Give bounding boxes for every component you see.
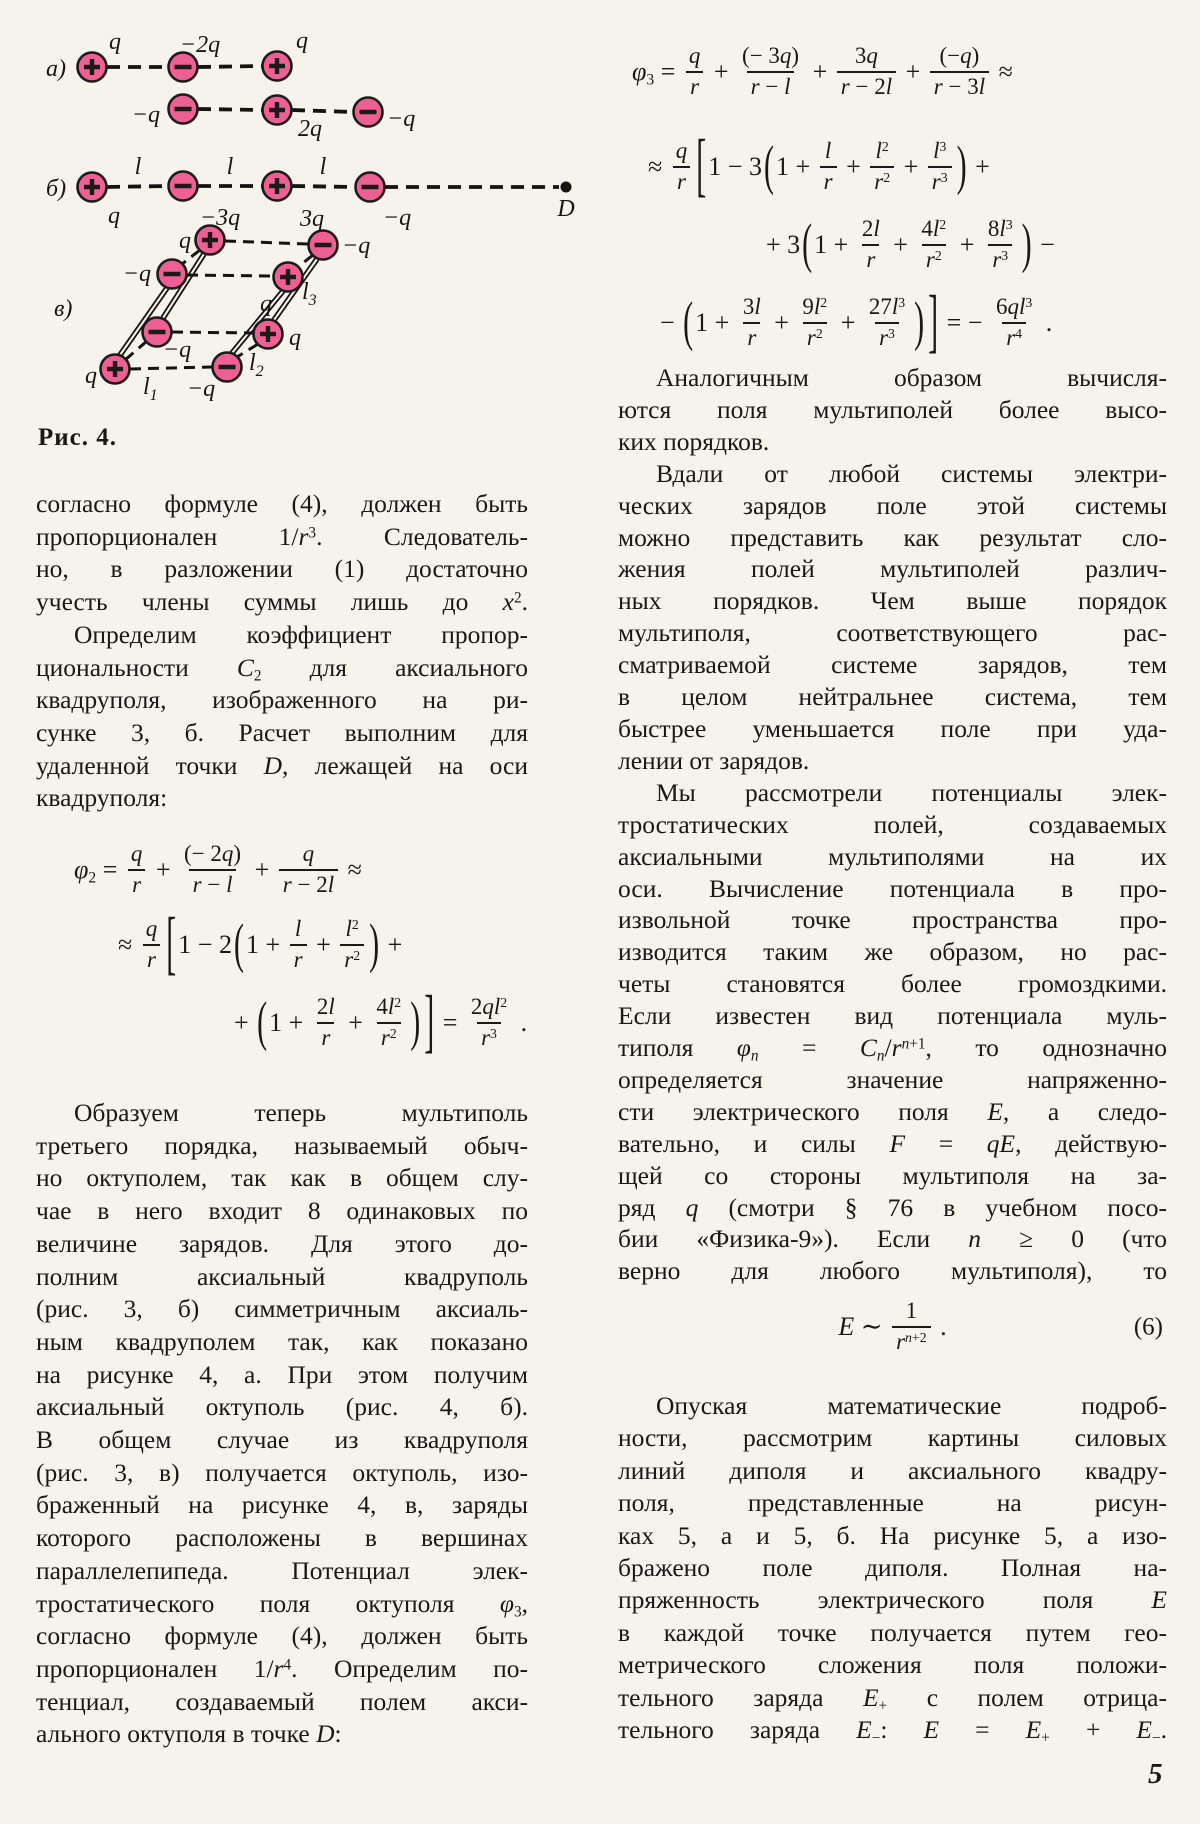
text-line: которого расположены в вершинах <box>36 1523 528 1553</box>
fraction: 1 $r^{n+2}$ <box>892 1299 931 1355</box>
charge-label: q <box>179 228 191 254</box>
text-line: метрического сложения поля положи- <box>618 1650 1167 1680</box>
math-run: + <box>248 855 276 884</box>
charge-label: q <box>85 363 97 389</box>
math-run: 1 + <box>269 1008 310 1037</box>
fraction: $\frac{4l^2}{r^2}$ <box>921 216 947 272</box>
text-line: но, в разложении (1) достаточно <box>36 554 528 584</box>
fraction: $\frac{8l^3}{r^3}$ <box>987 216 1013 272</box>
text-line: чае в него входит 8 одинаковых по <box>36 1196 528 1226</box>
math-run: + <box>886 230 915 259</box>
math-run: 1 − 2 <box>178 930 232 959</box>
math-run: − <box>660 308 682 337</box>
math-run: $\varphi_2$ = <box>74 855 124 887</box>
text-line: тростатических полей, создаваемых <box>618 809 1167 839</box>
math-run: 1 + <box>775 152 817 181</box>
text-line: пряженность электрического поля E <box>618 1585 1167 1615</box>
text-line: быстрее уменьшается поле при уда- <box>618 713 1167 743</box>
text-line: Образуем теперь мультиполь <box>74 1098 528 1127</box>
text-line: согласно формуле (4), должен быть <box>36 489 528 518</box>
text-line: жения полей мультиполей различ- <box>618 554 1167 584</box>
fraction: $\frac{l}{r}$ <box>820 139 837 195</box>
text-line: квадруполя, изображенного на ри- <box>36 685 528 715</box>
charge-label: −q <box>387 106 416 132</box>
right-column <box>618 0 1167 1824</box>
math-run: + <box>767 308 796 337</box>
text-line: ряд q (смотри § 76 в учебном посо- <box>618 1192 1168 1222</box>
math-run: ≈ <box>992 57 1013 86</box>
text-line: изводится таким же образом, но рас- <box>618 937 1167 967</box>
math-run: + <box>381 930 403 959</box>
edge-length-label-l1: $l_1$ <box>143 374 158 404</box>
math-run: ≈ <box>648 152 669 181</box>
fraction: $\frac{l}{r}$ <box>290 917 307 973</box>
text-line: браженный на рисунке 4, в, заряды <box>36 1490 528 1520</box>
text-line: аксиальными мультиполями на их <box>618 841 1167 871</box>
equation-number: (6) <box>1133 1313 1163 1341</box>
text-line: ности, рассмотрим картины силовых <box>618 1423 1167 1453</box>
text-line: согласно формуле (4), должен быть <box>36 1621 528 1651</box>
math-run: 1 + <box>695 308 736 337</box>
text-line: четы становятся более громоздкими. <box>618 969 1167 999</box>
text-line: Аналогичным образом вычисля- <box>656 363 1167 392</box>
formula-phi2-line2: ≈ $\frac{q}{r}$ [ 1 − 2 ( 1 + $\frac{l}{r}$ + $\frac{l^2}{r^2}$ ) + <box>118 905 403 983</box>
fraction: $\frac{9l^2}{r^2}$ <box>802 294 828 350</box>
fraction: $\frac{(- 3q)}{r - l}$ <box>742 43 800 99</box>
text-line: лении от зарядов. <box>618 745 810 775</box>
right-paragraph-1 <box>618 362 1167 1287</box>
charge-label: q <box>108 203 120 229</box>
text-line: аксиальный октуполь (рис. 4, б). <box>36 1392 528 1422</box>
charge-label: q <box>296 28 308 54</box>
text-line: В общем случае из квадруполя <box>36 1425 528 1455</box>
text-line: ального октуполя в точке D: <box>36 1719 342 1749</box>
formula-phi2-line1 <box>74 838 362 902</box>
text-line: ках 5, а и 5, б. На рисунке 5, а изо- <box>618 1520 1167 1550</box>
charge-label: −q <box>162 337 192 363</box>
math-run: 1 − 3 <box>708 152 762 181</box>
formula-phi3-line4: − ( 1 + $\frac{3l}{r}$ + $\frac{9l^2}{r^2}$ + $\frac{27l^3}{r^3}$ ) ] = − $\frac{6ql^3}{r^4}$ . <box>660 283 1053 361</box>
text-line: щей со стороны мультиполя на за- <box>618 1160 1167 1190</box>
edge-length-label-l2: $l_2$ <box>249 350 264 380</box>
fraction: $\frac{27l^3}{r^3}$ <box>868 294 906 350</box>
charge-label: q <box>109 29 121 55</box>
math-run: + <box>897 152 925 181</box>
text-line: (рис. 3, б) симметричным аксиаль- <box>36 1294 528 1324</box>
fraction: $\frac{l^3}{r^3}$ <box>928 139 952 195</box>
math-run: 1 + <box>245 930 287 959</box>
fraction: $\frac{q}{r}$ <box>672 139 692 195</box>
text-line: в каждой точке получается путем гео- <box>618 1617 1167 1647</box>
fraction: $\frac{2ql^2}{r^3}$ <box>470 994 508 1050</box>
right-paragraph-2 <box>618 1390 1167 1746</box>
fraction: $\frac{3q}{r - 2l}$ <box>837 44 896 100</box>
fraction: $\frac{(- 2q)}{r - l}$ <box>184 841 242 897</box>
math-run: = − <box>940 308 989 337</box>
figure-caption: Рис. 4. <box>38 424 118 451</box>
distance-label: l <box>319 154 327 180</box>
fraction: $\frac{l^2}{r^2}$ <box>870 139 894 195</box>
math-run: + <box>149 855 178 884</box>
text-line: (рис. 3, в) получается октуполь, изо- <box>36 1457 528 1487</box>
text-line: тельного заряда $E_-$: $E = E_+ + E_-$. <box>618 1715 1167 1747</box>
text-line: третьего порядка, называемый обыч- <box>36 1130 528 1160</box>
math-run: + <box>899 57 927 86</box>
text-line: сти электрического поля E, а следо- <box>618 1096 1167 1126</box>
text-line: ных порядков. Чем выше порядок <box>618 586 1167 616</box>
text-line: поля, представленные на рисун- <box>618 1488 1167 1518</box>
math-run: + <box>707 57 736 86</box>
text-line: но октуполем, так как в общем слу- <box>36 1163 528 1193</box>
math-run: − <box>1033 230 1055 259</box>
charge-label: −2q <box>179 32 221 58</box>
charge-label: −q <box>186 376 216 402</box>
formula-phi2-line3: + ( 1 + $\frac{2l}{r}$ + $\frac{4l^2}{r^2}$ ) ] = $\frac{2ql^2}{r^3}$ . <box>234 983 528 1061</box>
row-c-marker: в) <box>54 296 73 322</box>
math-run: . <box>933 1312 947 1341</box>
text-line: циональности $C_2$ для аксиального <box>36 652 528 685</box>
math-run: $\varphi_3$ = <box>632 57 682 89</box>
text-line: сматриваемой системе зарядов, тем <box>618 650 1167 680</box>
math-run: + <box>341 1008 370 1037</box>
formula-6 <box>618 1296 1167 1358</box>
math-run: + <box>309 930 338 959</box>
text-line: определяется значение напряженно- <box>618 1064 1167 1094</box>
text-line: ческих зарядов поле этой системы <box>618 490 1167 520</box>
text-line: вательно, и силы F = qE, действую- <box>618 1128 1167 1158</box>
fraction: $\frac{2l}{r}$ <box>861 216 880 272</box>
charge-label: −q <box>382 205 412 231</box>
left-column <box>36 0 528 1824</box>
math-run: ≈ <box>118 930 139 959</box>
fraction: $\frac{4l^2}{r^2}$ <box>376 994 402 1050</box>
math-run: + <box>839 152 868 181</box>
edge-length-label-l3: $l_3$ <box>302 279 317 309</box>
text-line: бражено поле диполя. Полная на- <box>618 1553 1167 1583</box>
distance-label: l <box>226 154 234 180</box>
text-line: полним аксиальный квадруполь <box>36 1261 528 1291</box>
text-line: параллелепипеда. Потенциал элек- <box>36 1555 528 1585</box>
math-run: E ∼ <box>838 1312 890 1341</box>
text-line: тростатического поля октуполя $\varphi_3$, <box>36 1588 528 1621</box>
text-line: извольной точке пространства про- <box>618 905 1167 935</box>
formula-phi3-line2: ≈ $\frac{q}{r}$ [ 1 − 3 ( 1 + $\frac{l}{r}$ + $\frac{l^2}{r^2}$ + $\frac{l^3}{r^3}$ ) + <box>648 127 990 205</box>
charge-label: q <box>260 291 272 317</box>
charge-label: 2q <box>298 116 322 142</box>
charge-label: −q <box>122 261 151 287</box>
text-line: сунке 3, б. Расчет выполним для <box>36 717 528 747</box>
charge-label: 3q <box>300 206 324 232</box>
math-run: . <box>514 1008 528 1037</box>
text-line: величине зарядов. Для этого до- <box>36 1228 528 1258</box>
text-line: Если известен вид потенциала муль- <box>618 1001 1167 1031</box>
fraction: $\frac{2l}{r}$ <box>316 994 335 1050</box>
math-run: + <box>806 57 834 86</box>
math-run: + <box>968 152 990 181</box>
text-line: бии «Физика-9»). Если n ≥ 0 (что <box>618 1224 1167 1254</box>
text-line: удаленной точки D, лежащей на оси <box>36 750 528 780</box>
math-run: + 3 <box>766 230 801 259</box>
charge-label: −3q <box>199 205 241 231</box>
text-line: ным квадруполем так, как показано <box>36 1326 528 1356</box>
math-run: 1 + <box>814 230 855 259</box>
fraction: $\frac{3l}{r}$ <box>742 294 761 350</box>
text-line: оси. Вычисление потенциала в про- <box>618 873 1167 903</box>
math-run: = <box>436 1008 464 1037</box>
text-line: типоля $\varphi_n = C_n/r^{n+1}$, то однозначно <box>618 1033 1167 1065</box>
text-line: мультиполя, соответствующего рас- <box>618 618 1167 648</box>
text-line: верно для любого мультиполя), то <box>618 1256 1167 1286</box>
text-line: Мы рассмотрели потенциалы элек- <box>656 777 1167 807</box>
fraction: $\frac{l^2}{r^2}$ <box>340 917 364 973</box>
math-run: + <box>234 1008 256 1037</box>
text-line: в целом нейтральнее система, тем <box>618 682 1167 712</box>
formula-6-body <box>838 1299 946 1355</box>
text-line: линий диполя и аксиального квадру- <box>618 1455 1167 1485</box>
charge-label: −q <box>131 102 160 128</box>
text-line: ются поля мультиполей более высо- <box>618 394 1167 424</box>
charge-label: q <box>289 325 301 351</box>
fraction: $\frac{q}{r}$ <box>685 44 705 100</box>
row-a-marker: а) <box>46 56 66 82</box>
formula-phi3-line1 <box>632 40 1013 104</box>
text-line: Опуская математические подроб- <box>656 1391 1167 1420</box>
text-line: можно представить как результат сло- <box>618 522 1167 552</box>
row-b-marker: б) <box>46 176 67 202</box>
text-line: учесть члены суммы лишь до $x^2$. <box>36 587 528 617</box>
point-D-label: D <box>557 196 575 222</box>
formula-phi3-line3: + 3 ( 1 + $\frac{2l}{r}$ + $\frac{4l^2}{r^2}$ + $\frac{8l^3}{r^3}$ ) − <box>766 213 1055 275</box>
page-number: 5 <box>1148 1758 1163 1790</box>
text-line: тельного заряда $E_+$ с полем отрица- <box>618 1682 1167 1715</box>
left-paragraph-2 <box>36 1097 528 1751</box>
text-line: пропорционален $1/r^4$. Определим по- <box>36 1653 528 1683</box>
math-run: ≈ <box>341 855 362 884</box>
fraction: $\frac{6ql^3}{r^4}$ <box>996 294 1033 350</box>
text-line: Вдали от любой системы электри- <box>656 458 1167 488</box>
fraction: $\frac{q}{r}$ <box>142 917 162 973</box>
point-D-dot <box>561 182 572 193</box>
text-line: квадруполя: <box>36 783 168 813</box>
math-run: + <box>834 308 862 337</box>
text-line: Определим коэффициент пропор- <box>74 619 528 649</box>
text-line: на рисунке 4, а. При этом получим <box>36 1359 528 1389</box>
left-paragraph-1 <box>36 488 528 815</box>
distance-label: l <box>134 154 142 180</box>
charge-label: −q <box>342 233 371 259</box>
fraction: $\frac{q}{r - 2l}$ <box>279 842 338 898</box>
math-run: . <box>1039 308 1053 337</box>
math-run: + <box>953 230 981 259</box>
text-line: ких порядков. <box>618 426 770 456</box>
text-line: тенциал, создаваемый полем акси- <box>36 1686 528 1716</box>
text-line: пропорционален $1/r^3$. Следователь- <box>36 521 528 551</box>
fraction: $\frac{q}{r}$ <box>127 842 147 898</box>
fraction: $\frac{(-q)}{r - 3l}$ <box>930 44 989 100</box>
